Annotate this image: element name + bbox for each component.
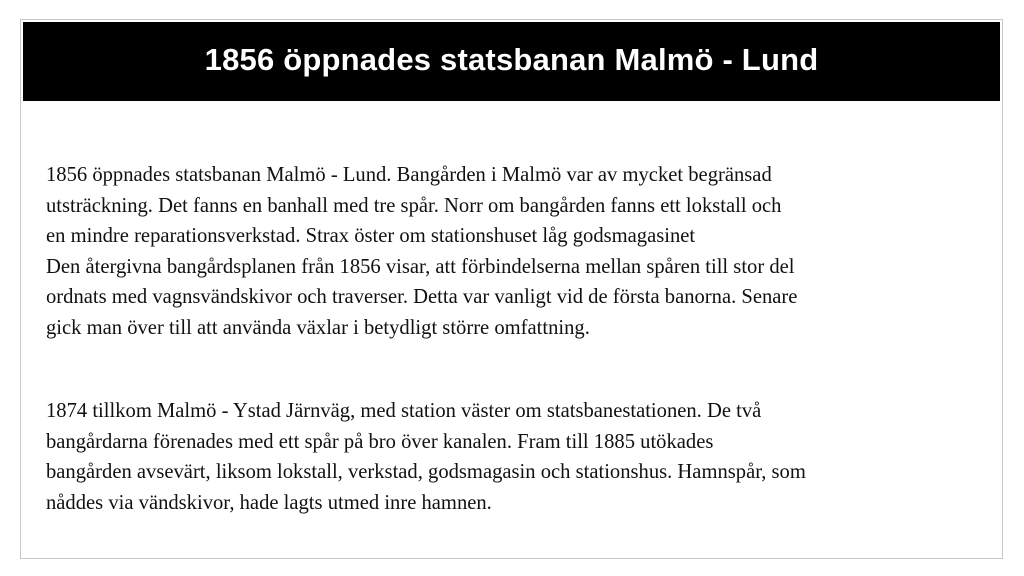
- paragraph-line: ordnats med vagnsvändskivor och traverser. Detta var vanligt vid de första banorna. Senare: [46, 286, 798, 309]
- title-bar: [23, 22, 1000, 101]
- paragraph-2: [46, 396, 986, 518]
- paragraph-line: en mindre reparationsverkstad. Strax öster om stationshuset låg godsmagasinet: [46, 225, 696, 248]
- slide: [20, 19, 1003, 559]
- slide-title: 1856 öppnades statsbanan Malmö - Lund: [204, 41, 819, 77]
- paragraph-line: bangården avsevärt, liksom lokstall, verkstad, godsmagasin och stationshus. Hamnspår, som: [46, 461, 806, 484]
- paragraph-line: 1856 öppnades statsbanan Malmö - Lund. Bangården i Malmö var av mycket begränsad: [46, 164, 772, 186]
- paragraph-line: nåddes via vändskivor, hade lagts utmed inre hamnen.: [46, 491, 492, 514]
- paragraph-line: Den återgivna bangårdsplanen från 1856 visar, att förbindelserna mellan spåren till stor del: [46, 255, 795, 278]
- paragraph-line: 1874 tillkom Malmö - Ystad Järnväg, med station väster om statsbanestationen. De två: [46, 400, 762, 422]
- paragraph-line: utsträckning. Det fanns en banhall med tre spår. Norr om bangården fanns ett lokstall och: [46, 194, 782, 217]
- paragraph-1: [46, 160, 986, 344]
- paragraph-line: bangårdarna förenades med ett spår på bro över kanalen. Fram till 1885 utökades: [46, 430, 714, 453]
- paragraph-line: gick man över till att använda växlar i betydligt större omfattning.: [46, 316, 590, 339]
